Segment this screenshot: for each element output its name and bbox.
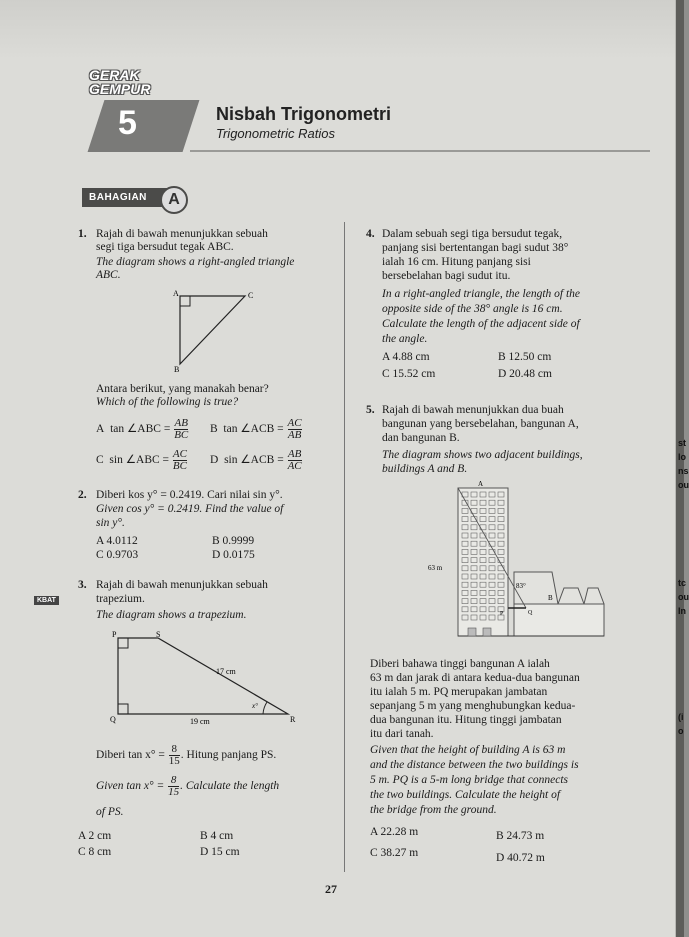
option-letter: C xyxy=(96,454,104,467)
vertex-c-label: C xyxy=(248,291,254,300)
edge-fragment: o xyxy=(678,726,684,736)
q5-text-ms-7: sepanjang 5 m yang menghubungkan kedua- xyxy=(370,700,576,712)
q5-text-ms-8: dua bangunan itu. Hitung tinggi jambatan xyxy=(370,714,562,726)
q5-option-a[interactable]: A 22.28 m xyxy=(370,826,419,838)
q3-number: 3. xyxy=(78,579,87,591)
q3-given-ms-prefix: Diberi tan x° = xyxy=(96,749,165,762)
chapter-subtitle: Trigonometric Ratios xyxy=(216,126,335,141)
edge-fragment: st xyxy=(678,438,687,448)
angle-83-label: 83° xyxy=(516,582,526,590)
q5-text-ms-1: Rajah di bawah menunjukkan dua buah xyxy=(382,404,564,416)
edge-fragment: ns xyxy=(678,466,689,476)
q2-number: 2. xyxy=(78,489,87,501)
q3-given-en-2: of PS. xyxy=(96,806,124,818)
q3-option-a[interactable]: A 2 cm xyxy=(78,830,112,842)
q3-given-en xyxy=(96,775,279,798)
fraction-den: AB xyxy=(287,429,302,441)
vertex-b-label: B xyxy=(174,365,180,374)
q1-number: 1. xyxy=(78,228,87,240)
q5-text-ms-4: Diberi bahawa tinggi bangunan A ialah xyxy=(370,658,550,670)
fraction-num: AB xyxy=(287,448,302,460)
fraction-num: AC xyxy=(172,448,187,460)
page-shadow xyxy=(0,0,675,60)
q2-text-en-1: Given cos y° = 0.2419. Find the value of xyxy=(96,503,284,515)
q5-text-en-5: 5 m. PQ is a 5-m long bridge that connects xyxy=(370,774,569,786)
q1-text-ms-2: segi tiga bersudut tegak ABC. xyxy=(96,241,234,253)
edge-fragment: ou xyxy=(678,592,689,602)
q4-text-ms-2: panjang sisi bertentangan bagi sudut 38° xyxy=(382,242,569,254)
door-a2 xyxy=(483,628,491,636)
q5-text-en-4: and the distance between the two buildings is xyxy=(370,759,579,771)
q2-text-ms: Diberi kos y° = 0.2419. Cari nilai sin y°. xyxy=(96,489,283,501)
option-letter: A xyxy=(96,423,105,436)
q4-option-d[interactable]: D 20.48 cm xyxy=(498,368,552,380)
edge-fragment: tc xyxy=(678,578,687,588)
fraction xyxy=(288,418,302,441)
q4-option-c[interactable]: C 15.52 cm xyxy=(382,368,436,380)
q1-ask-en: Which of the following is true? xyxy=(96,396,239,408)
q4-text-en-2: opposite side of the 38° angle is 16 cm. xyxy=(382,303,563,315)
building-b-lower xyxy=(514,604,604,636)
edge-fragment: lo xyxy=(678,452,686,462)
brand-line-1: GERAK xyxy=(89,67,140,83)
q4-text-ms-3: ialah 16 cm. Hitung panjang sisi xyxy=(382,256,531,268)
q4-text-ms-1: Dalam sebuah segi tiga bersudut tegak, xyxy=(382,228,563,240)
fraction-den: BC xyxy=(172,460,187,472)
fraction-num: AC xyxy=(287,417,302,429)
q1-text-en-1: The diagram shows a right-angled triangle xyxy=(96,256,295,268)
option-fn: sin ∠ABC = xyxy=(109,454,170,467)
q5-text-en-3: Given that the height of building A is 63 m xyxy=(370,744,566,756)
q2-option-c[interactable]: C 0.9703 xyxy=(96,549,139,561)
q5-option-d[interactable]: D 40.72 m xyxy=(496,852,545,864)
edge-fragment: (i xyxy=(678,712,684,722)
vertex-q-label: Q xyxy=(110,715,116,724)
chapter-number-box xyxy=(88,100,200,152)
chapter-underline xyxy=(190,150,650,152)
q3-option-b[interactable]: B 4 cm xyxy=(200,830,234,842)
q1-triangle-diagram xyxy=(160,286,270,376)
fraction-num: 8 xyxy=(168,775,179,787)
q4-option-a[interactable]: A 4.88 cm xyxy=(382,351,430,363)
angle-arc xyxy=(263,702,267,714)
right-angle-mark xyxy=(180,296,190,306)
q3-given-en-prefix: Given tan x° = xyxy=(96,780,165,793)
q3-given-ms-rest: . Hitung panjang PS. xyxy=(180,749,277,762)
q5-number: 5. xyxy=(366,404,375,416)
chapter-number: 5 xyxy=(118,104,137,142)
edge-fragment: In xyxy=(678,606,686,616)
q4-option-b[interactable]: B 12.50 cm xyxy=(498,351,552,363)
q1-option-c[interactable] xyxy=(96,449,188,472)
building-b-label: B xyxy=(548,594,553,602)
q1-text-en-2: ABC. xyxy=(96,269,121,281)
brand-logo xyxy=(89,68,159,96)
q4-text-en-3: Calculate the length of the adjacent side of xyxy=(382,318,580,330)
q4-text-ms-4: bersebelahan bagi sudut itu. xyxy=(382,270,511,282)
q1-option-a[interactable] xyxy=(96,418,189,441)
fraction xyxy=(168,775,179,798)
q3-option-d[interactable]: D 15 cm xyxy=(200,846,240,858)
option-fn: sin ∠ACB = xyxy=(224,454,284,467)
fraction-den: 15 xyxy=(168,786,180,798)
fraction-num: AB xyxy=(174,417,188,429)
q5-option-c[interactable]: C 38.27 m xyxy=(370,847,419,859)
fraction xyxy=(173,449,187,472)
vertex-p-label: P xyxy=(112,630,117,639)
page-number: 27 xyxy=(325,882,337,896)
q5-text-ms-6: itu ialah 5 m. PQ merupakan jambatan xyxy=(370,686,548,698)
door-a1 xyxy=(468,628,476,636)
point-p-label: P xyxy=(500,611,504,617)
right-angle-mark-q xyxy=(118,704,128,714)
point-q-label: Q xyxy=(528,610,533,616)
section-letter: A xyxy=(160,186,188,214)
q5-text-ms-2: bangunan yang bersebelahan, bangunan A, xyxy=(382,418,579,430)
q2-option-d[interactable]: D 0.0175 xyxy=(212,549,255,561)
right-angle-mark-p xyxy=(118,638,128,648)
vertex-s-label: S xyxy=(156,630,161,639)
trapezium-pqrs xyxy=(118,638,288,714)
q3-text-en: The diagram shows a trapezium. xyxy=(96,609,247,621)
q1-ask-ms: Antara berikut, yang manakah benar? xyxy=(96,383,269,395)
q5-text-ms-5: 63 m dan jarak di antara kedua-dua bangunan xyxy=(370,672,580,684)
q4-text-en-4: the angle. xyxy=(382,333,428,345)
q1-text-ms-1: Rajah di bawah menunjukkan sebuah xyxy=(96,228,268,240)
fraction-den: AC xyxy=(287,460,302,472)
kbat-badge: KBAT xyxy=(34,596,59,605)
side-sr-label: 17 cm xyxy=(216,667,236,676)
q3-text-ms-1: Rajah di bawah menunjukkan sebuah xyxy=(96,579,268,591)
fraction xyxy=(288,449,302,472)
chapter-title: Nisbah Trigonometri xyxy=(216,104,392,124)
q5-buildings-diagram xyxy=(428,478,628,640)
q5-text-ms-3: dan bangunan B. xyxy=(382,432,460,444)
building-a-label: A xyxy=(478,480,484,488)
option-letter: D xyxy=(210,454,219,467)
fraction xyxy=(169,744,180,767)
q3-given-en-rest: . Calculate the length xyxy=(180,780,280,793)
fraction-den: BC xyxy=(174,429,189,441)
option-letter: B xyxy=(210,423,218,436)
column-divider xyxy=(344,222,345,872)
option-fn: tan ∠ABC = xyxy=(110,423,171,436)
fraction xyxy=(174,418,188,441)
vertex-r-label: R xyxy=(290,715,296,724)
q2-text-en-2: sin y°. xyxy=(96,517,125,529)
option-fn: tan ∠ACB = xyxy=(223,423,284,436)
fraction-num: 8 xyxy=(169,744,180,756)
q1-option-d[interactable] xyxy=(210,449,303,472)
q4-text-en-1: In a right-angled triangle, the length of the xyxy=(382,288,581,300)
q2-option-a[interactable]: A 4.0112 xyxy=(96,535,138,547)
q5-text-en-2: buildings A and B. xyxy=(382,463,468,475)
q1-option-b[interactable] xyxy=(210,418,303,441)
section-header xyxy=(82,186,187,208)
height-label: 63 m xyxy=(428,564,443,572)
section-label: BAHAGIAN xyxy=(82,188,171,207)
q5-text-en-6: the two buildings. Calculate the height of xyxy=(370,789,561,801)
q5-option-b[interactable]: B 24.73 m xyxy=(496,830,545,842)
q3-text-ms-2: trapezium. xyxy=(96,593,145,605)
side-qr-label: 19 cm xyxy=(190,717,210,726)
q5-text-ms-9: itu dari tanah. xyxy=(370,728,434,740)
q3-option-c[interactable]: C 8 cm xyxy=(78,846,112,858)
q2-option-b[interactable]: B 0.9999 xyxy=(212,535,255,547)
brand-line-2: GEMPUR xyxy=(89,81,151,97)
q3-trapezium-diagram xyxy=(108,628,308,728)
vertex-a-label: A xyxy=(173,289,179,298)
angle-x-label: x° xyxy=(252,702,258,710)
q3-given-ms xyxy=(96,744,276,767)
q4-number: 4. xyxy=(366,228,375,240)
q5-text-en-1: The diagram shows two adjacent buildings, xyxy=(382,449,583,461)
fraction-den: 15 xyxy=(168,755,180,767)
edge-fragment: ou xyxy=(678,480,689,490)
q5-text-en-7: the bridge from the ground. xyxy=(370,804,497,816)
